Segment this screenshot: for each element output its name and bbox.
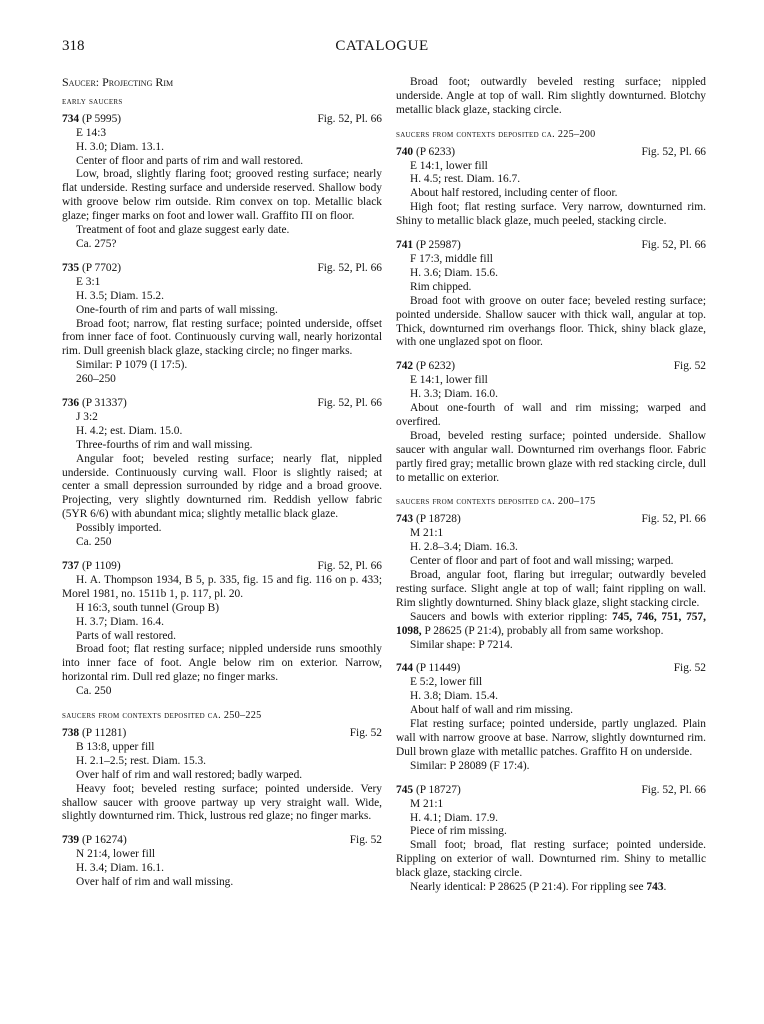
entry-number: 736 [62, 397, 80, 410]
inventory-ref: (P 7702) [81, 261, 122, 274]
condition: About half restored, including center of floor. [410, 187, 618, 200]
description: Flat resting surface; pointed underside, partly unglazed. Plain wall with narrow groove at base. Narrow, slightly downturned rim. Dull brown glaze with metallic patches. Graffito H on underside. [396, 718, 706, 758]
entry-739 [62, 834, 382, 890]
entry-734 [62, 113, 382, 252]
subheading-250-225: saucers from contexts deposited ca. 250–225 [62, 710, 262, 722]
entry-736 [62, 397, 382, 550]
dimensions: H. 4.1; Diam. 17.9. [410, 811, 498, 824]
entry-number: 734 [62, 112, 80, 125]
description: Broad foot with groove on outer face; beveled resting surface; pointed underside. Shallow saucer with thick wall, angular at top. Thick, downturned rim overhangs floor. Thick, shiny black glaze, with one unglazed spot on floor. [396, 294, 706, 349]
dimensions: H. 2.1–2.5; rest. Diam. 15.3. [76, 754, 207, 767]
inventory-ref: (P 6232) [415, 360, 456, 373]
entry-number: 739 [62, 834, 80, 847]
deposit: J 3:2 [76, 410, 98, 423]
note [396, 881, 706, 895]
description: Broad foot; outwardly beveled resting surface; nippled underside. Angle at top of wall. Rim slightly downturned. Blotchy metallic black glaze, stacking circle. [396, 76, 706, 116]
figure-ref: Fig. 52 [673, 662, 706, 675]
description: Small foot; broad, flat resting surface; pointed underside. Rippling on exterior of wall. Downturned rim. Shiny to metallic black glaze, stacking circle. [396, 839, 706, 880]
entry-number: 743 [396, 513, 414, 526]
similar: Similar shape: P 7214. [410, 638, 513, 651]
date: 260–250 [76, 373, 116, 386]
entry-number: 742 [396, 360, 414, 373]
figure-ref: Fig. 52, Pl. 66 [641, 783, 706, 796]
running-title: CATALOGUE [335, 38, 429, 54]
figure-ref: Fig. 52, Pl. 66 [317, 112, 382, 125]
date: Ca. 275? [76, 237, 117, 250]
deposit: F 17:3, middle fill [410, 252, 493, 265]
entry-number: 738 [62, 726, 80, 739]
note-text: Saucers and bowls with exterior rippling: [410, 610, 613, 623]
description: Angular foot; beveled resting surface; nearly flat, nippled underside. Continuously curving wall. Floor is slightly raised; at center a small depression surrounded by ridge and a broad groove. Projecting, very slightly downturned rim. Reddish yellow fabric (5YR 6/6) with abundant mica; slightly metallic black glaze. [62, 452, 382, 521]
deposit: E 3:1 [76, 275, 101, 288]
dimensions: H. 3.3; Diam. 16.0. [410, 388, 498, 401]
right-column [396, 76, 706, 905]
condition: Three-fourths of rim and wall missing. [76, 438, 253, 451]
condition: Over half of rim and wall missing. [76, 876, 234, 889]
date: Ca. 250 [76, 536, 112, 549]
figure-ref: Fig. 52, Pl. 66 [317, 560, 382, 572]
inventory-ref: (P 31337) [81, 397, 127, 410]
dimensions: H. 3.5; Diam. 15.2. [76, 289, 164, 302]
dimensions: H. 2.8–3.4; Diam. 16.3. [410, 541, 518, 554]
dimensions: H. 3.4; Diam. 16.1. [76, 862, 164, 875]
entry-740 [396, 146, 706, 229]
page-number: 318 [62, 38, 85, 54]
condition: Over half of rim and wall restored; badly warped. [76, 768, 303, 781]
inventory-ref: (P 16274) [81, 834, 127, 847]
description: Broad, beveled resting surface; pointed underside. Shallow saucer with angular wall. Downturned rim overhangs floor. Fabric partly fired gray; metallic brown glaze with red stacking circle, dull to metallic on exterior. [396, 429, 706, 484]
dimensions: H. 3.7; Diam. 16.4. [76, 615, 164, 628]
condition: Piece of rim missing. [410, 825, 507, 838]
entry-744 [396, 662, 706, 773]
entry-number: 741 [396, 239, 414, 252]
figure-ref: Fig. 52, Pl. 66 [641, 239, 706, 252]
inventory-ref: (P 25987) [415, 239, 461, 252]
entry-741 [396, 239, 706, 350]
note: Possibly imported. [76, 522, 162, 535]
entry-number: 735 [62, 261, 80, 274]
section-title: Saucer: Projecting Rim [62, 75, 174, 89]
condition: About one-fourth of wall and rim missing; warped and overfired. [396, 402, 706, 428]
condition: Parts of wall restored. [76, 629, 176, 642]
figure-ref: Fig. 52, Pl. 66 [641, 513, 706, 526]
note-text: Nearly identical: P 28625 (P 21:4). For rippling see [410, 881, 647, 894]
deposit: E 14:1, lower fill [410, 374, 488, 387]
deposit: N 21:4, lower fill [76, 848, 156, 861]
entry-number: 744 [396, 662, 414, 675]
entry-number: 745 [396, 783, 414, 796]
description: High foot; flat resting surface. Very narrow, downturned rim. Shiny to metallic black glaze, much peeled, stacking circle. [396, 201, 706, 228]
cross-references: 745, 746, 751, 757, 1098, [396, 610, 706, 637]
description: Low, broad, slightly flaring foot; grooved resting surface; nearly flat underside. Resting surface and underside reserved. Shallow body with groove below rim outside. Rim convex on top. Metallic black glaze; finger marks on foot and lower wall. Graffito ΠΙ on floor. [62, 168, 382, 223]
subheading-early: early saucers [62, 95, 123, 107]
deposit: M 21:1 [410, 527, 444, 540]
description: Broad foot; flat resting surface; nippled underside runs smoothly into inner face of foot. Angle below rim on exterior. Narrow, horizontal rim. Dull red glaze; no finger marks. [62, 643, 382, 684]
deposit: M 21:1 [410, 797, 444, 810]
figure-ref: Fig. 52, Pl. 66 [317, 261, 382, 274]
deposit: E 5:2, lower fill [410, 676, 483, 689]
inventory-ref: (P 18728) [415, 513, 461, 526]
similar: Similar: P 1079 (I 17:5). [76, 359, 188, 372]
description: Broad, angular foot, flaring but irregular; outwardly beveled resting surface. Slight angle at top of wall; faint rippling on wall. Rim slightly downturned. Shiny black glaze, slight stacking circle. [396, 569, 706, 609]
figure-ref: Fig. 52 [673, 360, 706, 373]
entry-742 [396, 360, 706, 485]
description: Heavy foot; beveled resting surface; pointed underside. Very shallow saucer with groove partway up very straight wall. Wide, slightly downturned rim. Thick, lustrous red glaze; no finger marks. [62, 782, 382, 823]
inventory-ref: (P 6233) [415, 145, 456, 158]
dimensions: H. 4.5; rest. Diam. 16.7. [410, 173, 521, 186]
deposit: E 14:1, lower fill [410, 159, 488, 172]
entry-743 [396, 513, 706, 652]
note-text-end: . [663, 881, 667, 894]
cross-reference: 743 [646, 881, 664, 894]
inventory-ref: (P 1109) [81, 560, 121, 572]
deposit: B 13:8, upper fill [76, 740, 155, 753]
entry-739-continued [396, 76, 706, 118]
condition: Rim chipped. [410, 280, 472, 293]
deposit: E 14:3 [76, 126, 107, 139]
entry-number: 740 [396, 145, 414, 158]
condition: Center of floor and parts of rim and wall restored. [76, 154, 304, 167]
entry-745 [396, 784, 706, 895]
date: Ca. 250 [76, 685, 112, 698]
inventory-ref: (P 11449) [415, 662, 461, 675]
entry-737 [62, 560, 382, 699]
note [396, 611, 706, 639]
subheading-225-200: saucers from contexts deposited ca. 225–200 [396, 128, 596, 140]
entry-738 [62, 727, 382, 824]
condition: About half of wall and rim missing. [410, 704, 573, 717]
note-text-end: P 28625 (P 21:4), probably all from same workshop. [421, 624, 664, 637]
deposit: H 16:3, south tunnel (Group B) [76, 601, 220, 614]
dimensions: H. 3.6; Diam. 15.6. [410, 266, 498, 279]
figure-ref: Fig. 52 [349, 726, 382, 739]
dimensions: H. 3.0; Diam. 13.1. [76, 140, 164, 153]
inventory-ref: (P 11281) [81, 726, 127, 739]
figure-ref: Fig. 52, Pl. 66 [317, 397, 382, 410]
similar: Similar: P 28089 (F 17:4). [410, 759, 530, 772]
figure-ref: Fig. 52, Pl. 66 [641, 145, 706, 158]
entry-number: 737 [62, 560, 80, 572]
left-column [62, 76, 382, 900]
bibliography: H. A. Thompson 1934, B 5, p. 335, fig. 15 and fig. 116 on p. 433; Morel 1981, no. 1511b 1, p. 117, pl. 20. [62, 573, 382, 600]
condition: One-fourth of rim and parts of wall missing. [76, 303, 278, 316]
inventory-ref: (P 5995) [81, 112, 122, 125]
entry-735 [62, 262, 382, 387]
note: Treatment of foot and glaze suggest early date. [76, 224, 290, 237]
subheading-200-175: saucers from contexts deposited ca. 200–175 [396, 496, 596, 508]
dimensions: H. 4.2; est. Diam. 15.0. [76, 424, 183, 437]
description: Broad foot; narrow, flat resting surface; pointed underside, offset from inner face of foot. Continuously curving wall, nearly horizontal rim. Dull greenish black glaze, stacking circle; no finger marks. [62, 317, 382, 358]
condition: Center of floor and part of foot and wall missing; warped. [410, 555, 674, 568]
page-header [62, 38, 702, 60]
dimensions: H. 3.8; Diam. 15.4. [410, 690, 498, 703]
inventory-ref: (P 18727) [415, 783, 461, 796]
figure-ref: Fig. 52 [349, 834, 382, 847]
